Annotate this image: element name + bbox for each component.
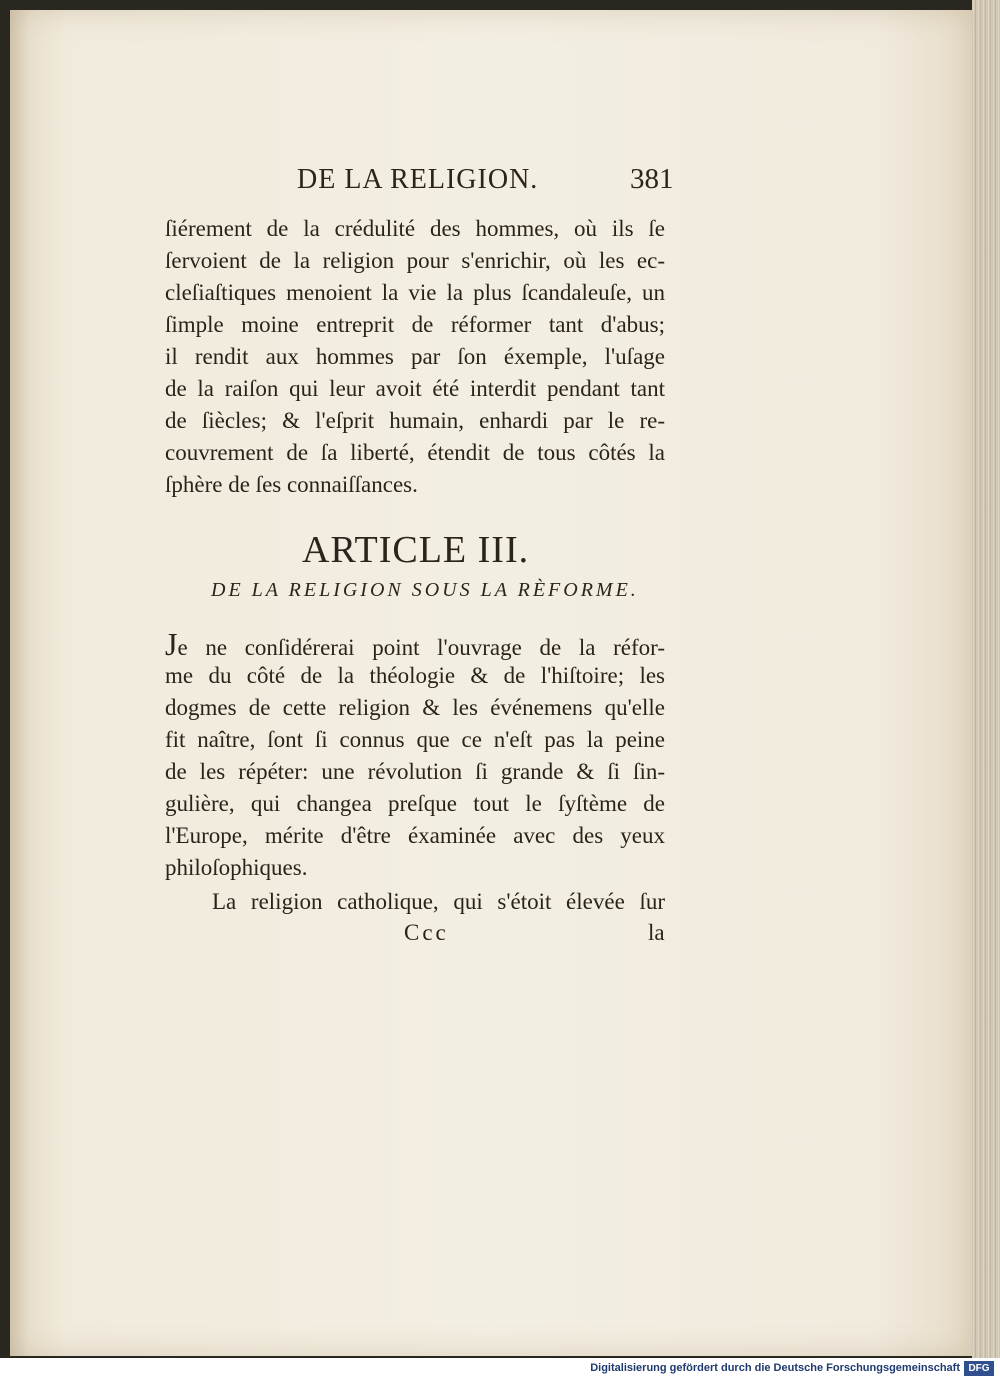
text-line-rest: e ne conſidérerai point l'ouvrage de la réfor- [177, 635, 665, 660]
paragraph-article [165, 628, 665, 884]
catchword: la [648, 920, 665, 945]
text-line: ſervoient de la religion pour s'enrichir, où les ec- [165, 248, 665, 273]
signature-mark: Ccc [404, 920, 449, 945]
paragraph-continued [165, 213, 665, 501]
funding-credit: Digitalisierung gefördert durch die Deutsche Forschungsgemeinschaft [590, 1362, 960, 1374]
text-line: me du côté de la théologie & de l'hiſtoire; les [165, 663, 665, 688]
text-line: cleſiaſtiques menoient la vie la plus ſcandaleuſe, un [165, 280, 665, 305]
text-line: philoſophiques. [165, 855, 308, 880]
running-title: DE LA RELIGION. [297, 164, 539, 195]
dfg-logo: DFG [964, 1361, 994, 1376]
text-line: ſphère de ſes connaiſſances. [165, 472, 418, 497]
drop-cap: J [165, 626, 178, 662]
text-line: de la raiſon qui leur avoit été interdit pendant tant [165, 376, 665, 401]
text-line: gulière, qui changea preſque tout le ſyſtème de [165, 791, 665, 816]
text-line: de les répéter: une révolution ſi grande & ſi ſin- [165, 759, 665, 784]
text-line: l'Europe, mérite d'être éxaminée avec des yeux [165, 823, 665, 848]
text-line: ſimple moine entreprit de réformer tant d'abus; [165, 312, 665, 337]
paragraph-next [165, 886, 665, 918]
page-edges [972, 0, 1000, 1358]
footer-bar [0, 1358, 1000, 1381]
text-line-first [165, 628, 665, 660]
text-line: dogmes de cette religion & les événemens qu'elle [165, 695, 665, 720]
text-line: il rendit aux hommes par ſon éxemple, l'uſage [165, 344, 665, 369]
text-line: La religion catholique, qui s'étoit élevée ſur [212, 889, 665, 914]
text-line: ſiérement de la crédulité des hommes, où ils ſe [165, 216, 665, 241]
article-subheading: DE LA RELIGION SOUS LA RÈFORME. [211, 579, 639, 601]
text-line: de ſiècles; & l'eſprit humain, enhardi par le re- [165, 408, 665, 433]
page-number: 381 [630, 163, 674, 195]
text-line: fit naître, ſont ſi connus que ce n'eſt pas la peine [165, 727, 665, 752]
article-heading: ARTICLE III. [302, 529, 530, 571]
text-line: couvrement de ſa liberté, étendit de tous côtés la [165, 440, 665, 465]
